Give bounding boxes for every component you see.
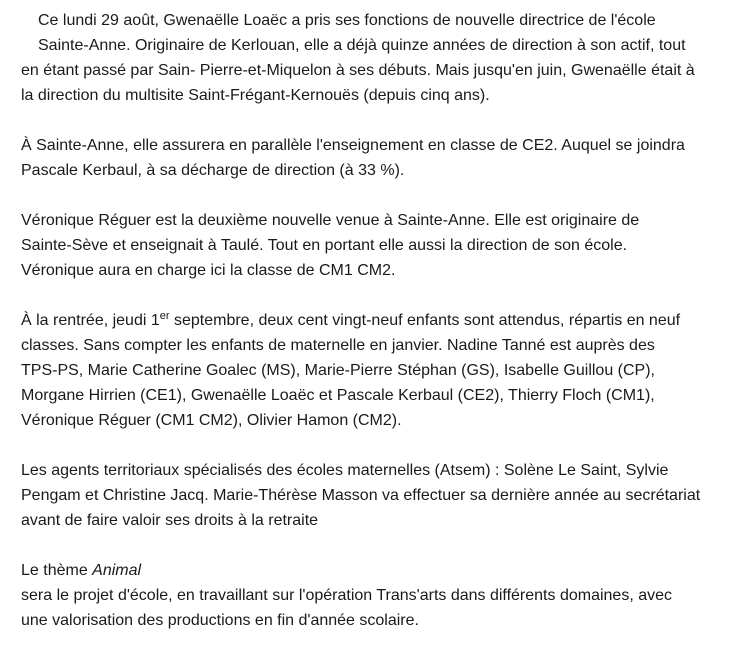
text-line [21, 308, 745, 333]
text-line: Véronique Réguer est la deuxième nouvelle venue à Sainte-Anne. Elle est originaire de [21, 212, 640, 229]
text-line: À Sainte-Anne, elle assurera en parallèle l'enseignement en classe de CE2. Auquel se joindra [21, 137, 685, 154]
text-line: en étant passé par Sain- Pierre-et-Miquelon à ses débuts. Mais jusqu'en juin, Gwenaëlle était à [21, 62, 695, 79]
text-line: Véronique aura en charge ici la classe de CM1 CM2. [21, 262, 396, 279]
theme-name: Animal [92, 562, 142, 579]
paragraph-new-director [21, 8, 745, 108]
text-line: Pengam et Christine Jacq. Marie-Thérèse Masson va effectuer sa dernière année au secrétariat [21, 487, 701, 504]
text-line: TPS-PS, Marie Catherine Goalec (MS), Marie-Pierre Stéphan (GS), Isabelle Guillou (CP), [21, 362, 655, 379]
text-line: Ce lundi 29 août, Gwenaëlle Loaëc a pris ses fonctions de nouvelle directrice de l'école [38, 12, 656, 29]
text-fragment: À la rentrée, jeudi 1 [21, 312, 160, 329]
text-line: avant de faire valoir ses droits à la retraite [21, 512, 319, 529]
text-line: Véronique Réguer (CM1 CM2), Olivier Hamon (CM2). [21, 412, 402, 429]
text-line: une valorisation des productions en fin d'année scolaire. [21, 612, 419, 629]
text-line [21, 558, 745, 583]
text-line: Sainte-Sève et enseignait à Taulé. Tout en portant elle aussi la direction de son école. [21, 237, 628, 254]
ordinal-superscript: er [159, 310, 170, 322]
text-line: sera le projet d'école, en travaillant sur l'opération Trans'arts dans différents domaines, avec [21, 587, 672, 604]
text-line: Les agents territoriaux spécialisés des écoles maternelles (Atsem) : Solène Le Saint, Sylvie [21, 462, 669, 479]
text-fragment: septembre, deux cent vingt-neuf enfants sont attendus, répartis en neuf [169, 312, 681, 329]
paragraph-atsem-staff [21, 458, 745, 533]
text-fragment: Le thème [21, 562, 93, 579]
text-line: Sainte-Anne. Originaire de Kerlouan, elle a déjà quinze années de direction à son actif, tout [38, 37, 686, 54]
text-line: classes. Sans compter les enfants de maternelle en janvier. Nadine Tanné est auprès des [21, 337, 655, 354]
text-line: Pascale Kerbaul, à sa décharge de direction (à 33 %). [21, 162, 405, 179]
article-body [21, 8, 745, 658]
paragraph-second-newcomer [21, 208, 745, 283]
text-line: Morgane Hirrien (CE1), Gwenaëlle Loaëc et Pascale Kerbaul (CE2), Thierry Floch (CM1), [21, 387, 655, 404]
text-line: la direction du multisite Saint-Frégant-Kernouës (depuis cinq ans). [21, 87, 490, 104]
paragraph-school-year-start [21, 308, 745, 433]
paragraph-teaching-ce2 [21, 133, 745, 183]
paragraph-school-theme [21, 558, 745, 633]
